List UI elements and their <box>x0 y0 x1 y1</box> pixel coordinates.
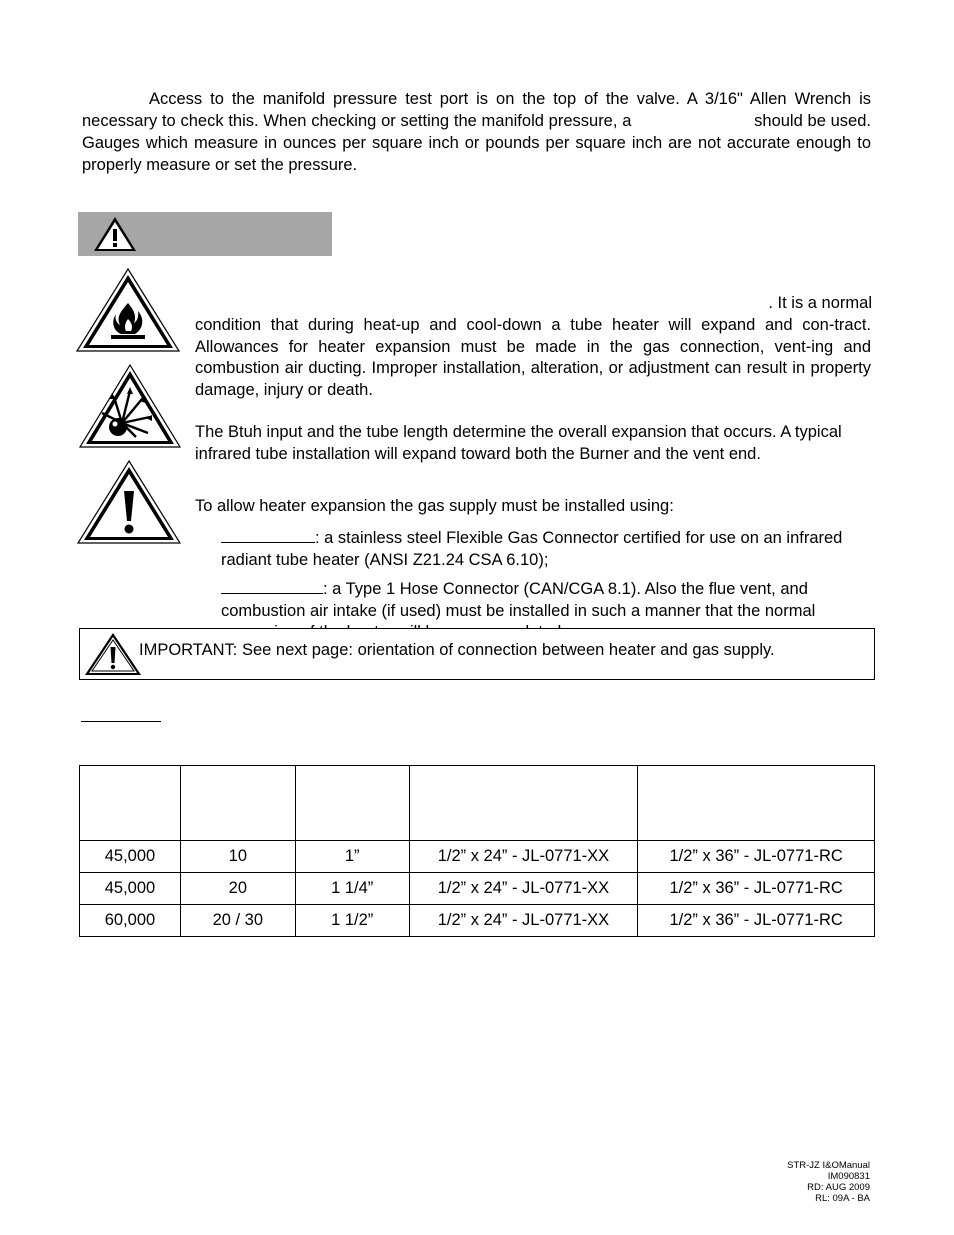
table-cell: 1 1/2” <box>295 905 409 937</box>
manifold-pressure-text-1: Access to the manifold pressure test port is on the top of the valve. A 3/16" Allen Wrench is necessary to check this. When checking or setting the manifold pressure, a <box>82 90 871 130</box>
table-cell: 60,000 <box>80 905 181 937</box>
explosive-icon <box>78 363 182 449</box>
expansion-paragraph-1: condition that during heat-up and cool-down a tube heater will expand and con-tract. Allowances for heater expansion must be made in the gas connection, vent-ing and combustion air ducting. Improper installation, alteration, or adjustment can result in property damage, injury or death. <box>195 316 871 399</box>
table-row <box>80 841 875 873</box>
expansion-paragraph-2: The Btuh input and the tube length determine the overall expansion that occurs. A typical infrared tube installation will expand toward both the Burner and the vent end. <box>195 423 842 463</box>
table-cell: 20 <box>180 873 295 905</box>
table-cell: 1 1/4” <box>295 873 409 905</box>
footer-manual-name: STR-JZ I&OManual <box>787 1160 870 1171</box>
connector-item-2-text: : a Type 1 Hose Connector (CAN/CGA 8.1). Also the flue vent, and combustion air intake (if used) must be installed in such a manner that the normal <box>221 580 816 620</box>
table-cell: 1/2” x 24” - JL-0771-XX <box>409 873 638 905</box>
footer-doc-id: IM090831 <box>827 1171 870 1182</box>
exclamation-icon <box>76 459 182 545</box>
flammable-icon <box>75 267 181 353</box>
table-cell: 1” <box>295 841 409 873</box>
connector-item-1-text: : a stainless steel Flexible Gas Connector certified for use on an infrared radiant tube heater (ANSI Z21.24 CSA 6.10); <box>221 529 843 569</box>
table-header-cell <box>409 766 638 841</box>
section-heading-underline <box>81 721 161 722</box>
gas-connector-table <box>79 765 875 937</box>
table-row <box>80 905 875 937</box>
important-notice-text: IMPORTANT: See next page: orientation of connection between heater and gas supply. <box>139 641 775 659</box>
table-cell: 1/2” x 24” - JL-0771-XX <box>409 841 638 873</box>
table-header-cell <box>180 766 295 841</box>
table-cell: 1/2” x 36” - JL-0771-RC <box>638 873 875 905</box>
expansion-tail-text: . It is a normal <box>768 294 872 312</box>
warning-triangle-icon <box>92 215 138 253</box>
expansion-paragraph-3: To allow heater expansion the gas supply must be installed using: <box>195 497 674 515</box>
table-cell: 1/2” x 36” - JL-0771-RC <box>638 841 875 873</box>
table-header-row <box>80 766 875 841</box>
table-cell: 20 / 30 <box>180 905 295 937</box>
manifold-pressure-text-2: should be used. Gauges which measure in ounces per square inch or pounds per square inch are not accurate enough to properly measure or set the pressure. <box>82 112 871 174</box>
item-2-blank <box>221 578 323 594</box>
important-notice-box <box>79 628 875 680</box>
item-1-blank <box>221 527 315 543</box>
footer-release-date: RD: AUG 2009 <box>807 1182 870 1193</box>
table-cell: 10 <box>180 841 295 873</box>
table-cell: 45,000 <box>80 841 181 873</box>
table-cell: 45,000 <box>80 873 181 905</box>
table-header-cell <box>638 766 875 841</box>
table-header-cell <box>80 766 181 841</box>
table-cell: 1/2” x 36” - JL-0771-RC <box>638 905 875 937</box>
document-footer <box>787 1160 870 1204</box>
warning-triangle-icon <box>83 631 143 677</box>
manifold-pressure-paragraph <box>82 88 871 176</box>
footer-revision: RL: 09A - BA <box>815 1193 870 1204</box>
warning-header-bar <box>78 212 332 256</box>
table-cell: 1/2” x 24” - JL-0771-XX <box>409 905 638 937</box>
connector-item-1 <box>221 527 861 571</box>
table-header-cell <box>295 766 409 841</box>
table-row <box>80 873 875 905</box>
